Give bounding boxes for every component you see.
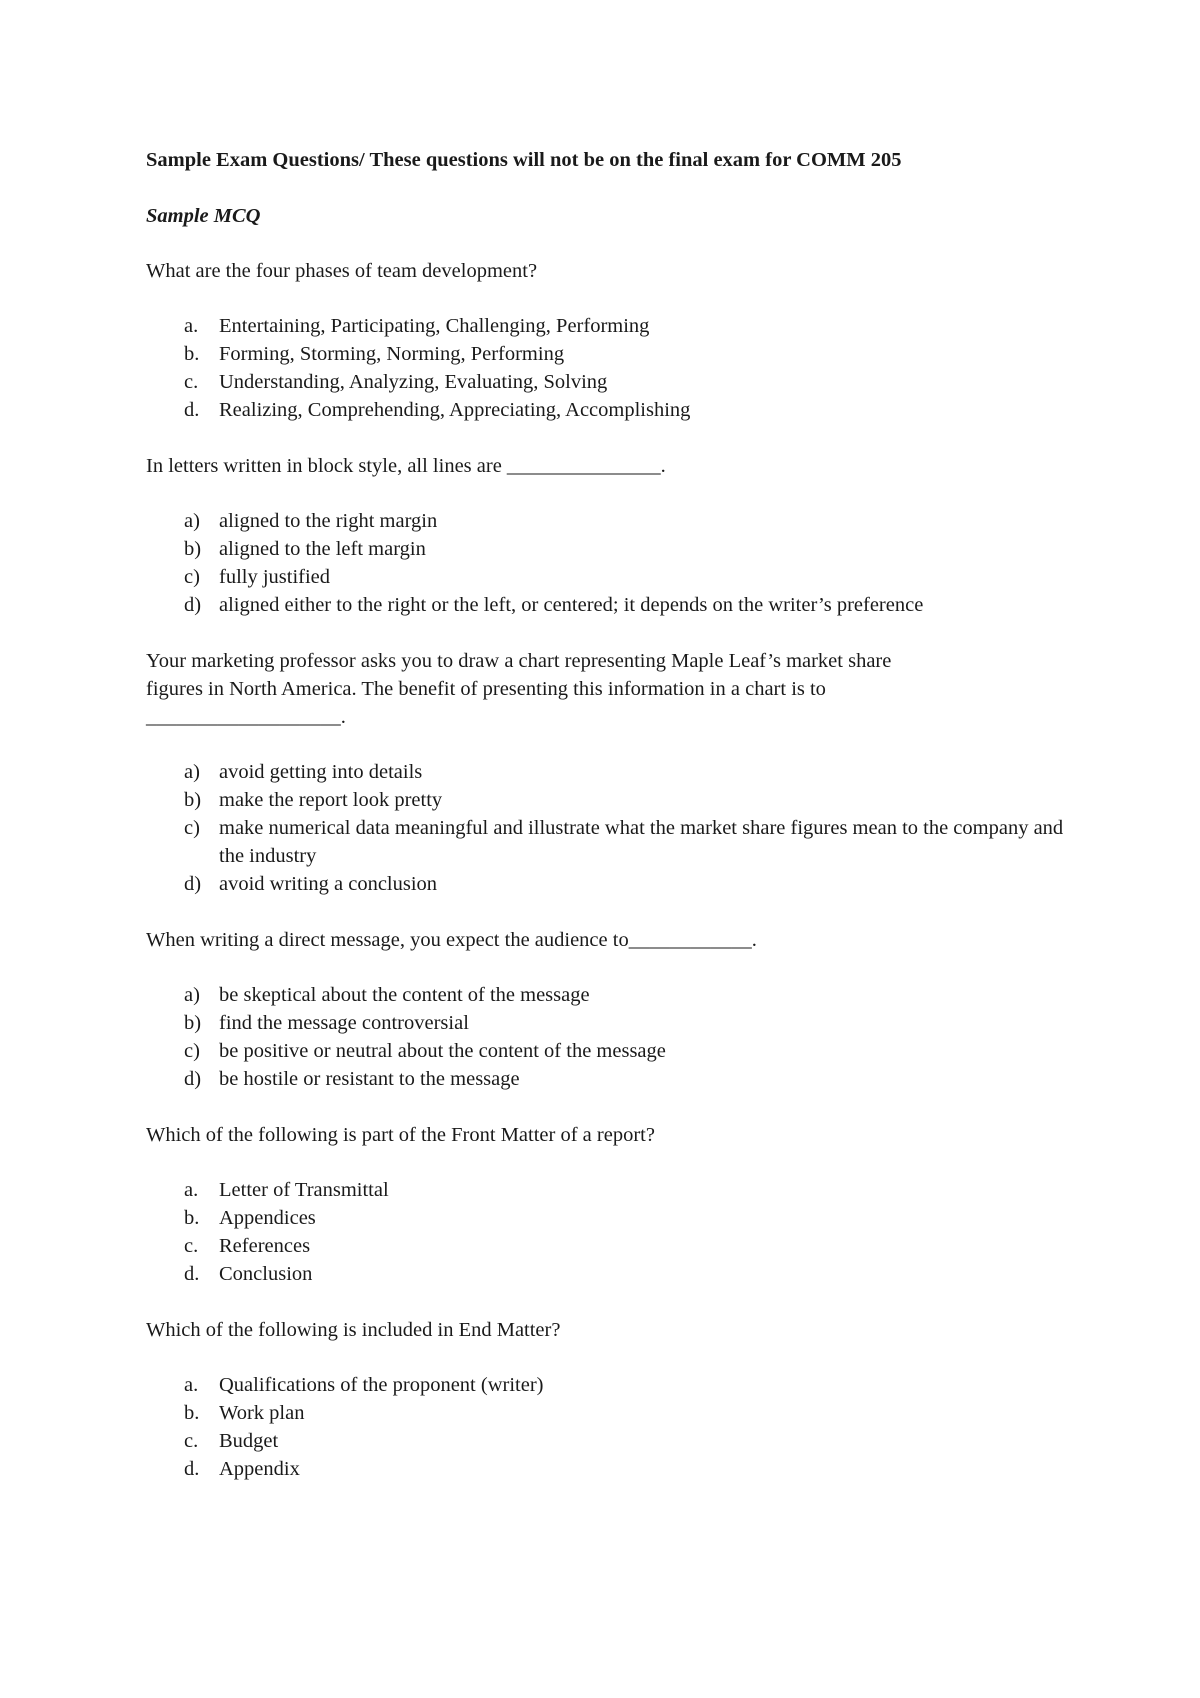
option-text: aligned either to the right or the left, or centered; it depends on the writer’s preference xyxy=(219,594,924,616)
option-marker: d. xyxy=(184,1263,200,1285)
answer-option xyxy=(146,1037,1076,1065)
question-list xyxy=(146,257,1076,1483)
answer-option xyxy=(146,1176,1076,1204)
option-text: be skeptical about the content of the message xyxy=(219,984,590,1006)
answer-options xyxy=(146,981,1076,1093)
answer-option xyxy=(146,535,1076,563)
option-marker: c) xyxy=(184,566,200,588)
option-marker: d) xyxy=(184,873,202,895)
option-marker: b) xyxy=(184,789,202,811)
question-text xyxy=(146,452,1076,480)
option-text: Qualifications of the proponent (writer) xyxy=(219,1374,544,1396)
question-5 xyxy=(146,1121,1076,1288)
option-marker: c) xyxy=(184,1040,200,1062)
answer-option xyxy=(146,396,1076,424)
option-text: References xyxy=(219,1235,311,1257)
option-text: be positive or neutral about the content of the message xyxy=(219,1040,666,1062)
option-text: Realizing, Comprehending, Appreciating, Accomplishing xyxy=(219,399,691,421)
option-marker: a. xyxy=(184,1374,199,1396)
option-marker: d) xyxy=(184,594,202,616)
answer-option xyxy=(146,507,1076,535)
answer-option xyxy=(146,981,1076,1009)
option-text: Work plan xyxy=(219,1402,305,1424)
answer-option xyxy=(146,1260,1076,1288)
answer-option xyxy=(146,1455,1076,1483)
option-marker: c. xyxy=(184,1430,199,1452)
option-text: Entertaining, Participating, Challenging, Performing xyxy=(219,315,650,337)
option-marker: a) xyxy=(184,761,200,783)
option-marker: a) xyxy=(184,984,200,1006)
question-text-line: In letters written in block style, all lines are _______________. xyxy=(146,455,666,477)
option-text: Appendix xyxy=(219,1458,300,1480)
option-marker: b. xyxy=(184,343,200,365)
answer-option xyxy=(146,786,1076,814)
answer-option xyxy=(146,1065,1076,1093)
answer-options xyxy=(146,507,1076,619)
question-text-line: Which of the following is included in End Matter? xyxy=(146,1319,561,1341)
answer-option xyxy=(146,758,1076,786)
question-2 xyxy=(146,452,1076,619)
question-text xyxy=(146,257,1076,285)
option-marker: c. xyxy=(184,1235,199,1257)
option-text: avoid getting into details xyxy=(219,761,423,783)
document-page xyxy=(146,146,1076,1511)
answer-options xyxy=(146,312,1076,424)
question-6 xyxy=(146,1316,1076,1483)
option-text: Understanding, Analyzing, Evaluating, Solving xyxy=(219,371,608,393)
answer-option xyxy=(146,312,1076,340)
answer-option xyxy=(146,1371,1076,1399)
question-text-line: When writing a direct message, you expect the audience to____________. xyxy=(146,929,757,951)
question-4 xyxy=(146,926,1076,1093)
option-marker: b. xyxy=(184,1207,200,1229)
option-marker: a) xyxy=(184,510,200,532)
question-text xyxy=(146,926,1076,954)
question-text-line: ___________________. xyxy=(146,706,346,728)
option-text: Letter of Transmittal xyxy=(219,1179,389,1201)
option-text: Conclusion xyxy=(219,1263,313,1285)
option-text: be hostile or resistant to the message xyxy=(219,1068,520,1090)
option-text: make the report look pretty xyxy=(219,789,443,811)
option-text: find the message controversial xyxy=(219,1012,469,1034)
option-marker: d) xyxy=(184,1068,202,1090)
question-3 xyxy=(146,647,1076,898)
answer-option xyxy=(146,591,1076,619)
question-text xyxy=(146,1316,1076,1344)
question-text xyxy=(146,1121,1076,1149)
option-text: Appendices xyxy=(219,1207,316,1229)
answer-option xyxy=(146,563,1076,591)
answer-options xyxy=(146,1176,1076,1288)
option-marker: a. xyxy=(184,315,199,337)
answer-option xyxy=(146,1427,1076,1455)
question-text-line: Your marketing professor asks you to draw a chart representing Maple Leaf’s market share xyxy=(146,650,892,672)
answer-option xyxy=(146,1009,1076,1037)
question-text-line: Which of the following is part of the Front Matter of a report? xyxy=(146,1124,655,1146)
question-text-line: What are the four phases of team development? xyxy=(146,260,538,282)
option-marker: c. xyxy=(184,371,199,393)
answer-option xyxy=(146,870,1076,898)
answer-option xyxy=(146,814,1076,870)
option-text: make numerical data meaningful and illustrate what the market share figures mean to the company and the industry xyxy=(219,817,1064,867)
option-marker: c) xyxy=(184,817,200,839)
option-marker: b) xyxy=(184,1012,202,1034)
option-text: Budget xyxy=(219,1430,279,1452)
answer-options xyxy=(146,758,1076,898)
option-text: aligned to the right margin xyxy=(219,510,438,532)
option-text: avoid writing a conclusion xyxy=(219,873,438,895)
answer-option xyxy=(146,1204,1076,1232)
question-text xyxy=(146,647,1076,731)
answer-option xyxy=(146,1232,1076,1260)
option-marker: a. xyxy=(184,1179,199,1201)
document-title: Sample Exam Questions/ These questions will not be on the final exam for COMM 205 xyxy=(146,149,902,171)
answer-options xyxy=(146,1371,1076,1483)
option-text: aligned to the left margin xyxy=(219,538,426,560)
question-1 xyxy=(146,257,1076,424)
answer-option xyxy=(146,340,1076,368)
option-marker: d. xyxy=(184,1458,200,1480)
answer-option xyxy=(146,1399,1076,1427)
option-marker: d. xyxy=(184,399,200,421)
option-marker: b. xyxy=(184,1402,200,1424)
section-heading: Sample MCQ xyxy=(146,205,261,227)
answer-option xyxy=(146,368,1076,396)
option-marker: b) xyxy=(184,538,202,560)
option-text: Forming, Storming, Norming, Performing xyxy=(219,343,565,365)
option-text: fully justified xyxy=(219,566,331,588)
question-text-line: figures in North America. The benefit of presenting this information in a chart is to xyxy=(146,678,826,700)
